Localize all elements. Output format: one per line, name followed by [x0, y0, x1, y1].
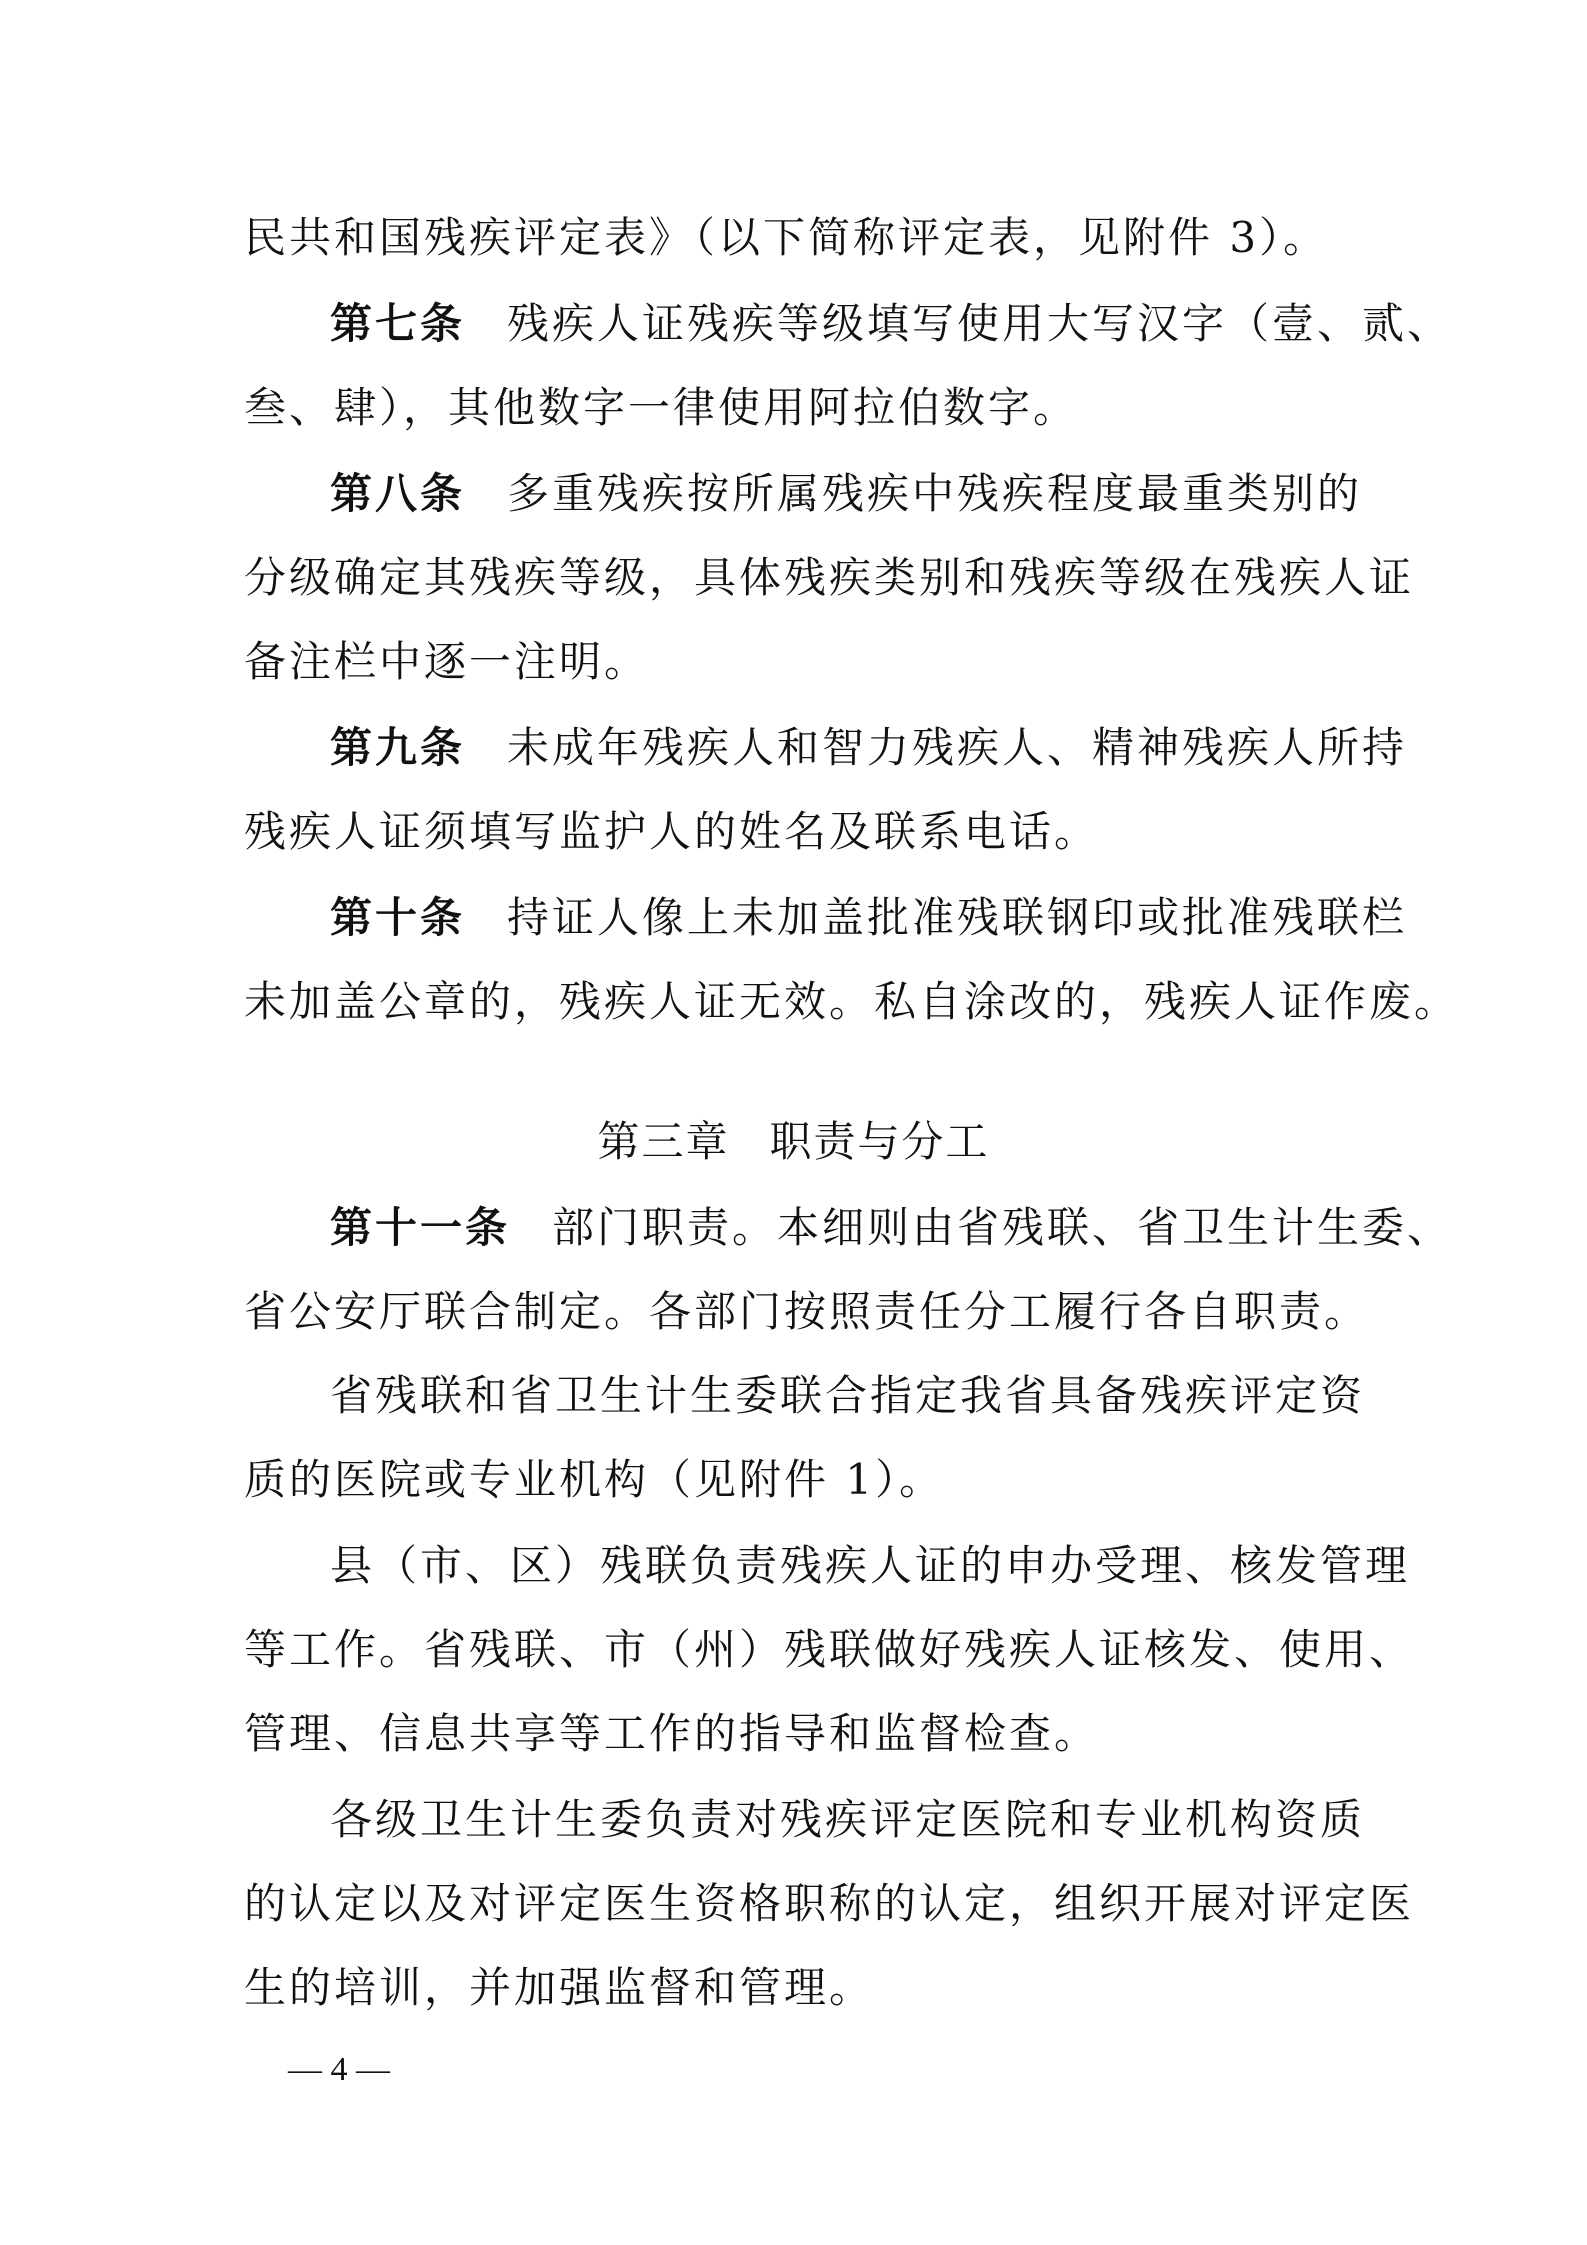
text-line: 的认定以及对评定医生资格职称的认定，组织开展对评定医	[244, 1879, 1415, 1928]
text-line: 生的培训，并加强监督和管理。	[244, 1963, 875, 2012]
text-line: 质的医院或专业机构（见附件 1）。	[244, 1455, 945, 1504]
text-line: 分级确定其残疾等级，具体残疾类别和残疾等级在残疾人证	[244, 553, 1415, 602]
article-heading: 第九条	[330, 723, 466, 772]
text-line: 未加盖公章的，残疾人证无效。私自涂改的，残疾人证作废。	[244, 977, 1460, 1026]
article-8-line	[330, 464, 1363, 524]
text-line: 叁、肆），其他数字一律使用阿拉伯数字。	[244, 383, 1079, 432]
page-number: — 4 —	[288, 2051, 390, 2088]
article-text: 持证人像上未加盖批准残联钢印或批准残联栏	[507, 893, 1408, 942]
article-heading: 第十条	[330, 893, 466, 942]
article-9-line	[330, 718, 1408, 778]
article-heading: 第十一条	[330, 1203, 511, 1252]
article-text: 部门职责。本细则由省残联、省卫生计生委、	[552, 1203, 1453, 1252]
article-10-line	[330, 888, 1408, 948]
chapter-heading	[0, 1112, 1587, 1172]
text-line: 各级卫生计生委负责对残疾评定医院和专业机构资质	[330, 1795, 1366, 1844]
article-heading: 第七条	[330, 299, 466, 348]
text-line: 省公安厅联合制定。各部门按照责任分工履行各自职责。	[244, 1287, 1370, 1336]
article-text: 多重残疾按所属残疾中残疾程度最重类别的	[507, 469, 1363, 518]
text-line: 备注栏中逐一注明。	[244, 637, 650, 686]
text-line: 管理、信息共享等工作的指导和监督检查。	[244, 1709, 1100, 1758]
article-text: 未成年残疾人和智力残疾人、精神残疾人所持	[507, 723, 1408, 772]
article-text: 残疾人证残疾等级填写使用大写汉字（壹、贰、	[507, 299, 1453, 348]
text-line: 等工作。省残联、市（州）残联做好残疾人证核发、使用、	[244, 1625, 1415, 1674]
text-line: 残疾人证须填写监护人的姓名及联系电话。	[244, 807, 1100, 856]
chapter-title: 职责与分工	[769, 1117, 990, 1166]
text-line: 县（市、区）残联负责残疾人证的申办受理、核发管理	[330, 1541, 1411, 1590]
chapter-number: 第三章	[597, 1117, 730, 1166]
text-line: 省残联和省卫生计生委联合指定我省具备残疾评定资	[330, 1371, 1366, 1420]
article-7-line	[330, 294, 1453, 354]
article-heading: 第八条	[330, 469, 466, 518]
text-line: 民共和国残疾评定表》（以下简称评定表，见附件 3）。	[244, 213, 1329, 262]
article-11-line	[330, 1198, 1453, 1258]
